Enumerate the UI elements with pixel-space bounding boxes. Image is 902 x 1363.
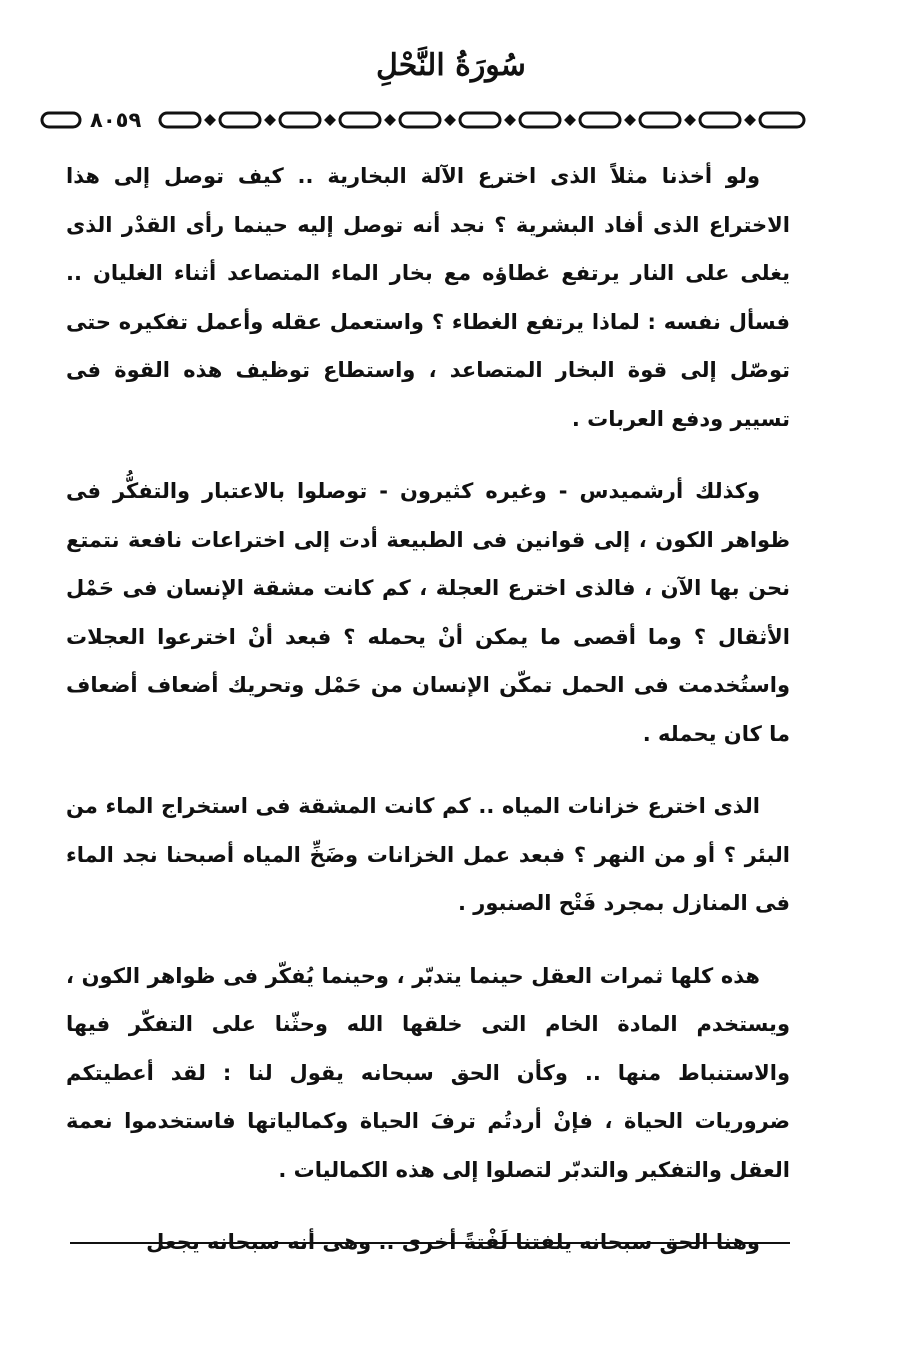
footer-rule bbox=[70, 1242, 790, 1244]
paragraph: الذى اخترع خزانات المياه .. كم كانت المشقة فى استخراج الماء من البئر ؟ أو من النهر ؟ فبعد عمل الخزانات وضَخِّ المياه أصبحنا نجد الماء فى المنازل بمجرد فَتْح الصنبور . bbox=[66, 794, 790, 915]
sura-title: سُورَةُ النَّحْلِ bbox=[376, 48, 526, 83]
paragraph: ولو أخذنا مثلاً الذى اخترع الآلة البخارية .. كيف توصل إلى هذا الاختراع الذى أفاد البشرية ؟ نجد أنه توصل إليه حينما رأى القدْر الذى يغلى على النار يرتفع غطاؤه مع بخار الماء المتصاعد أثناء الغليان .. فسأل نفسه : لماذا يرتفع الغطاء ؟ واستعمل عقله وأعمل تفكيره حتى توصّل إلى قوة البخار المتصاعد ، واستطاع توظيف هذه القوة فى تسيير ودفع العربات . bbox=[66, 164, 790, 431]
paragraph: وهنا الحق سبحانه يلفتنا لَفْتةً أخرى .. وهى أنه سبحانه يجعل bbox=[146, 1230, 760, 1254]
body-text bbox=[66, 152, 790, 1291]
ornamental-header-band bbox=[40, 104, 810, 136]
paragraph: هذه كلها ثمرات العقل حينما يتدبّر ، وحينما يُفكّر فى ظواهر الكون ، ويستخدم المادة الخام التى خلقها الله وحثّنا على التفكّر فيها والاستنباط منها .. وكأن الحق سبحانه يقول لنا : لقد أعطيتكم ضروريات الحياة ، فإنْ أردتُم ترفَ الحياة وكمالياتها فاستخدموا نعمة العقل والتفكير والتدبّر لتصلوا إلى هذه الكماليات . bbox=[66, 963, 790, 1182]
paragraph: وكذلك أرشميدس - وغيره كثيرون - توصلوا بالاعتبار والتفكُّر فى ظواهر الكون ، إلى قوانين فى الطبيعة أدت إلى اختراعات نافعة نتمتع نحن بها الآن ، فالذى اخترع العجلة ، كم كانت مشقة الإنسان فى حَمْل الأثقال ؟ وما أقصى ما يمكن أنْ يحمله ؟ فبعد أنْ اخترعوا العجلات واستُخدمت فى الحمل تمكّن الإنسان من حَمْل وتحريك أضعاف أضعاف ما كان يحمله . bbox=[66, 479, 790, 746]
page-number: ٨٠٥٩ bbox=[86, 104, 145, 136]
